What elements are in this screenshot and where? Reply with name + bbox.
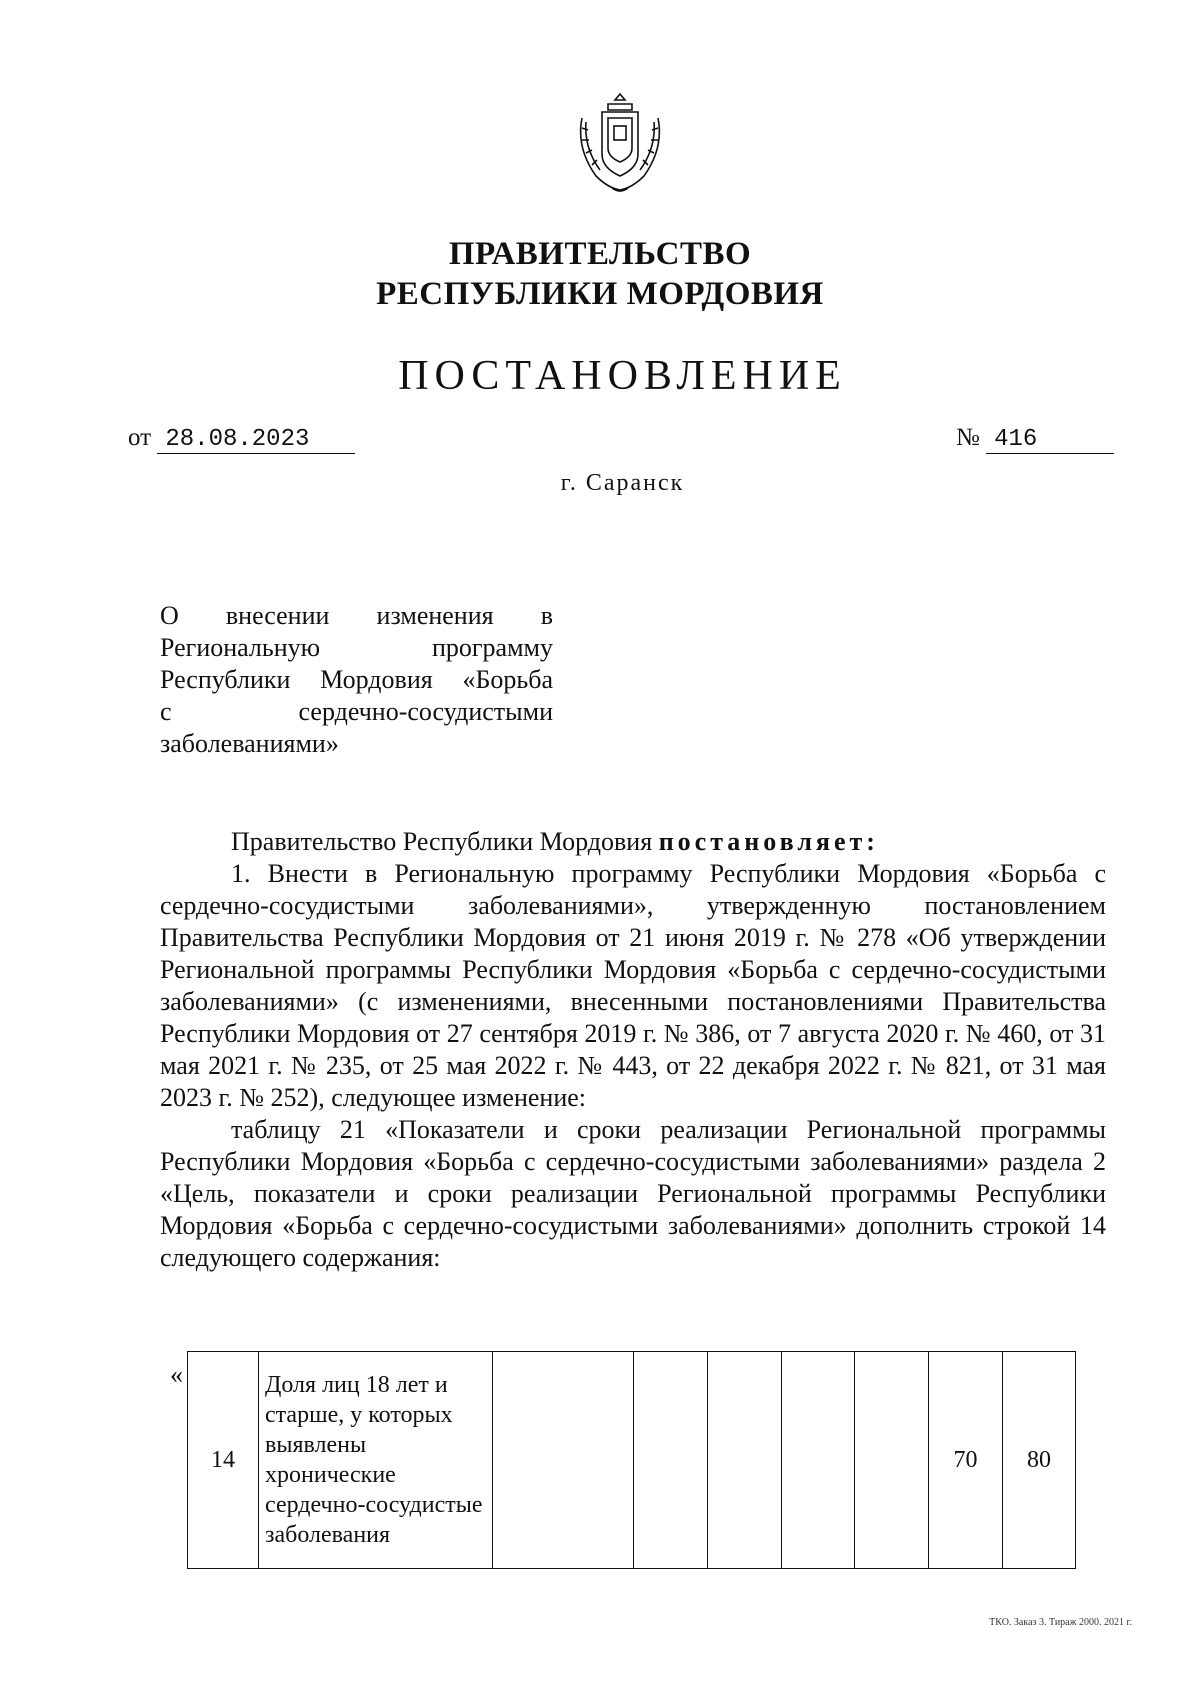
organization-title: ПРАВИТЕЛЬСТВО	[448, 236, 752, 272]
number-value: 416	[986, 426, 1114, 454]
intro-text: Правительство Республики Мордовия	[231, 827, 653, 856]
table-row	[188, 1352, 1076, 1569]
item-2-paragraph: таблицу 21 «Показатели и сроки реализации Региональной программы Республики Мордовия «Борьба с сердечно-сосудистыми заболеваниями» раздела 2 «Цель, показатели и сроки реализации Региональной программы Республики Мордовия «Борьба с сердечно-сосудистыми заболеваниями» дополнить строкой 14 следующего содержания:	[160, 1115, 1106, 1272]
value-cell: 80	[1003, 1352, 1076, 1569]
print-info: ТКО. Заказ 3. Тираж 2000. 2021 г.	[989, 1617, 1132, 1628]
open-quote: «	[170, 1360, 183, 1389]
subject-line: с сердечно-сосудистыми	[160, 697, 553, 726]
document-date	[128, 424, 355, 454]
item-1-paragraph: 1. Внести в Региональную программу Республики Мордовия «Борьба с сердечно-сосудистыми заболеваниями», утвержденную постановлением Правительства Республики Мордовия от 21 июня 2019 г. № 278 «Об утверждении Региональной программы Республики Мордовия «Борьба с сердечно-сосудистыми заболеваниями» (с изменениями, внесенными постановлениями Правительства Республики Мордовия от 27 сентября 2019 г. № 386, от 7 августа 2020 г. № 460, от 31 мая 2021 г. № 235, от 25 мая 2022 г. № 443, от 22 декабря 2022 г. № 821, от 31 мая 2023 г. № 252), следующее изменение:	[160, 859, 1106, 1112]
document-subject	[160, 600, 553, 760]
subject-line: Республики Мордовия «Борьба	[160, 665, 553, 694]
value-cell: 70	[929, 1352, 1003, 1569]
date-prefix: от	[128, 424, 152, 451]
empty-cell	[634, 1352, 708, 1569]
date-value: 28.08.2023	[157, 426, 355, 454]
number-prefix: №	[956, 424, 980, 451]
row-number: 14	[188, 1352, 259, 1569]
document-body	[160, 826, 1106, 1274]
subject-line: Региональную программу	[160, 633, 553, 662]
intro-paragraph	[160, 826, 1106, 858]
indicator-name: Доля лиц 18 лет и старше, у которых выявлены хронические сердечно-сосудистые заболевания	[259, 1352, 493, 1569]
intro-emphasis: постановляет:	[658, 827, 879, 856]
empty-cell	[708, 1352, 782, 1569]
empty-cell	[855, 1352, 929, 1569]
subject-line: заболеваниями»	[160, 729, 339, 758]
document-number	[956, 424, 1114, 454]
city: г. Саранск	[560, 470, 685, 496]
subject-line: О внесении изменения в	[160, 601, 553, 630]
indicator-table	[187, 1351, 1076, 1569]
organization-subtitle: РЕСПУБЛИКИ МОРДОВИЯ	[376, 276, 824, 312]
empty-cell	[493, 1352, 634, 1569]
document-type: ПОСТАНОВЛЕНИЕ	[398, 353, 847, 399]
coat-of-arms-icon	[572, 88, 668, 198]
empty-cell	[782, 1352, 855, 1569]
